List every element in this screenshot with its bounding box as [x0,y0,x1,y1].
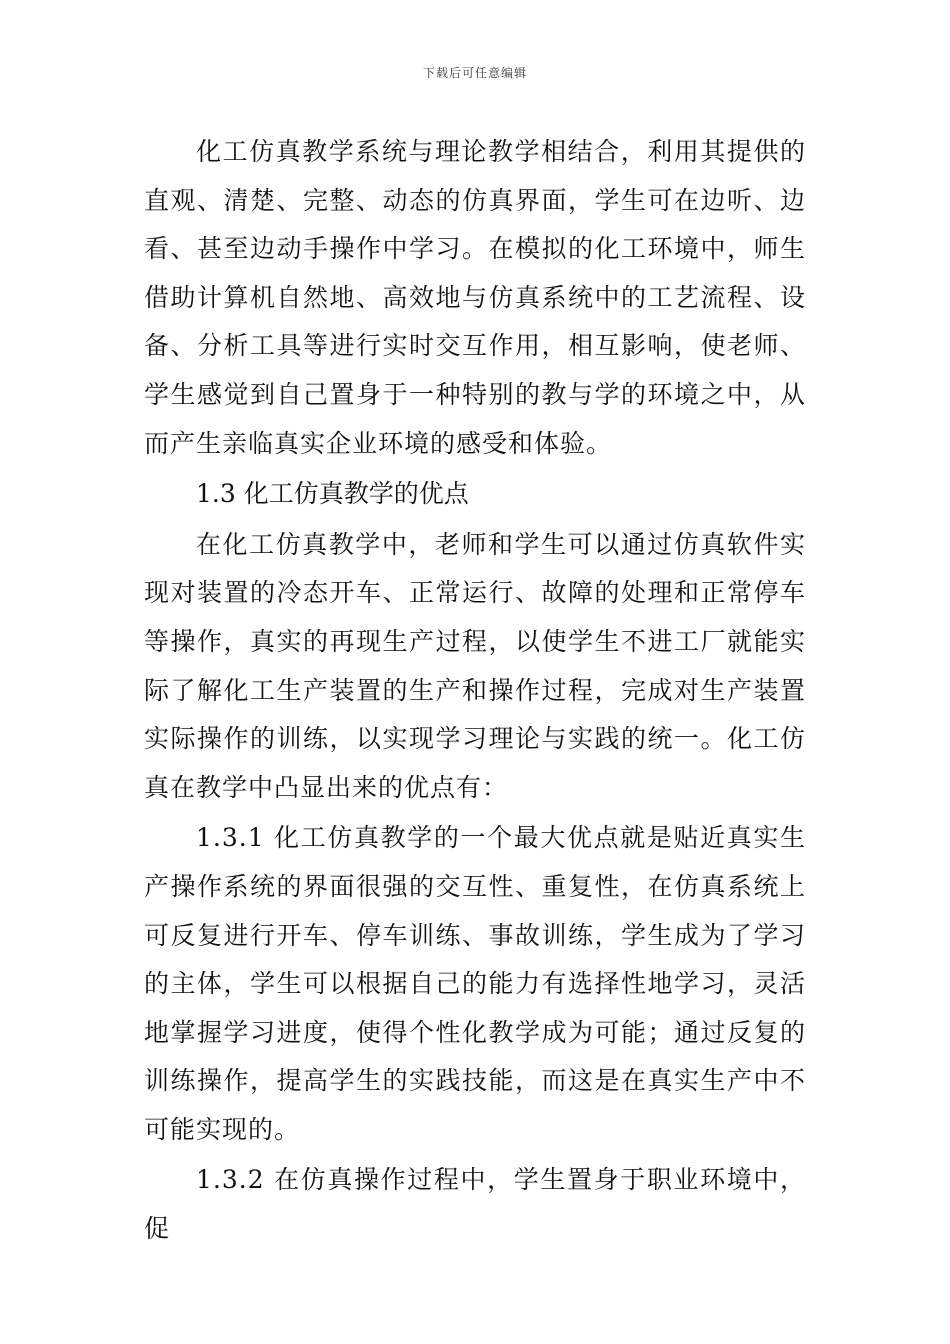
paragraph-1-3-1: 1.3.1 化工仿真教学的一个最大优点就是贴近真实生产操作系统的界面很强的交互性、重复性，在仿真系统上可反复进行开车、停车训练、事故训练，学生成为了学习的主体，学生可以根据自己的能力有选择性地学习，灵活地掌握学习进度，使得个性化教学成为可能；通过反复的训练操作，提高学生的实践技能，而这是在真实生产中不可能实现的。 [144,823,806,1144]
section-heading: 1.3 化工仿真教学的优点 [196,479,469,509]
paragraph-intro: 化工仿真教学系统与理论教学相结合，利用其提供的直观、清楚、完整、动态的仿真界面，学生可在边听、边看、甚至边动手操作中学习。在模拟的化工环境中，师生借助计算机自然地、高效地与仿真系统中的工艺流程、设备、分析工具等进行实时交互作用，相互影响，使老师、学生感觉到自己置身于一种特别的教与学的环境之中，从而产生亲临真实企业环境的感受和体验。 [144,137,806,458]
paragraph-1-3-2: 1.3.2 在仿真操作过程中，学生置身于职业环境中，促 [144,1165,806,1244]
document-body [144,128,806,1256]
page-header: 下载后可任意编辑 [422,66,527,80]
paragraph-advantages: 在化工仿真教学中，老师和学生可以通过仿真软件实现对装置的冷态开车、正常运行、故障的处理和正常停车等操作，真实的再现生产过程，以使学生不进工厂就能实际了解化工生产装置的生产和操作过程，完成对生产装置实际操作的训练，以实现学习理论与实践的统一。化工仿真在教学中凸显出来的优点有： [144,529,806,802]
